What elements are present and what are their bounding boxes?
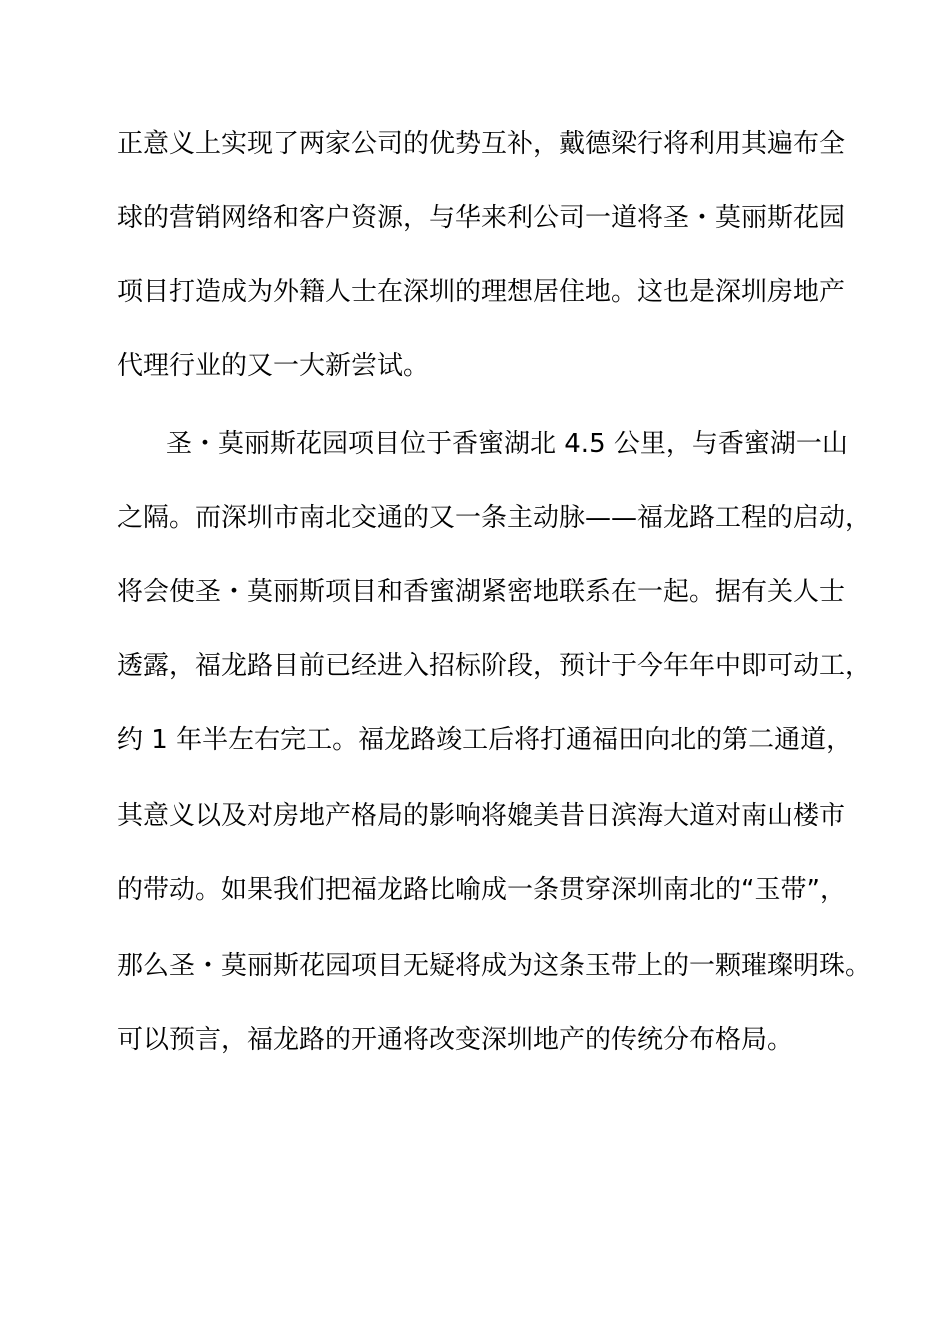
paragraph-2-line-4: 透露，福龙路目前已经进入招标阶段，预计于今年年中即可动工，	[117, 651, 872, 681]
paragraph-2-line-2: 之隔。而深圳市南北交通的又一条主动脉——福龙路工程的启动，	[117, 503, 872, 533]
paragraph-2-line-1: 圣・莫丽斯花园项目位于香蜜湖北 4.5 公里，与香蜜湖一山	[166, 429, 848, 459]
paragraph-2-line-9: 可以预言，福龙路的开通将改变深圳地产的传统分布格局。	[117, 1025, 794, 1055]
paragraph-2-line-6: 其意义以及对房地产格局的影响将媲美昔日滨海大道对南山楼市	[117, 801, 846, 831]
paragraph-2-line-7: 的带动。如果我们把福龙路比喻成一条贯穿深圳南北的“玉带”，	[117, 875, 846, 905]
paragraph-1-line-2: 球的营销网络和客户资源，与华来利公司一道将圣・莫丽斯花园	[117, 203, 846, 233]
paragraph-1-line-4: 代理行业的又一大新尝试。	[117, 351, 430, 381]
paragraph-2-line-3: 将会使圣・莫丽斯项目和香蜜湖紧密地联系在一起。据有关人士	[117, 577, 846, 607]
paragraph-1-line-1: 正意义上实现了两家公司的优势互补，戴德梁行将利用其遍布全	[117, 129, 846, 159]
paragraph-1-line-3: 项目打造成为外籍人士在深圳的理想居住地。这也是深圳房地产	[117, 277, 846, 307]
paragraph-2-line-5: 约 1 年半左右完工。福龙路竣工后将打通福田向北的第二通道，	[117, 725, 853, 755]
paragraph-2-line-8: 那么圣・莫丽斯花园项目无疑将成为这条玉带上的一颗璀璨明珠。	[117, 951, 872, 981]
